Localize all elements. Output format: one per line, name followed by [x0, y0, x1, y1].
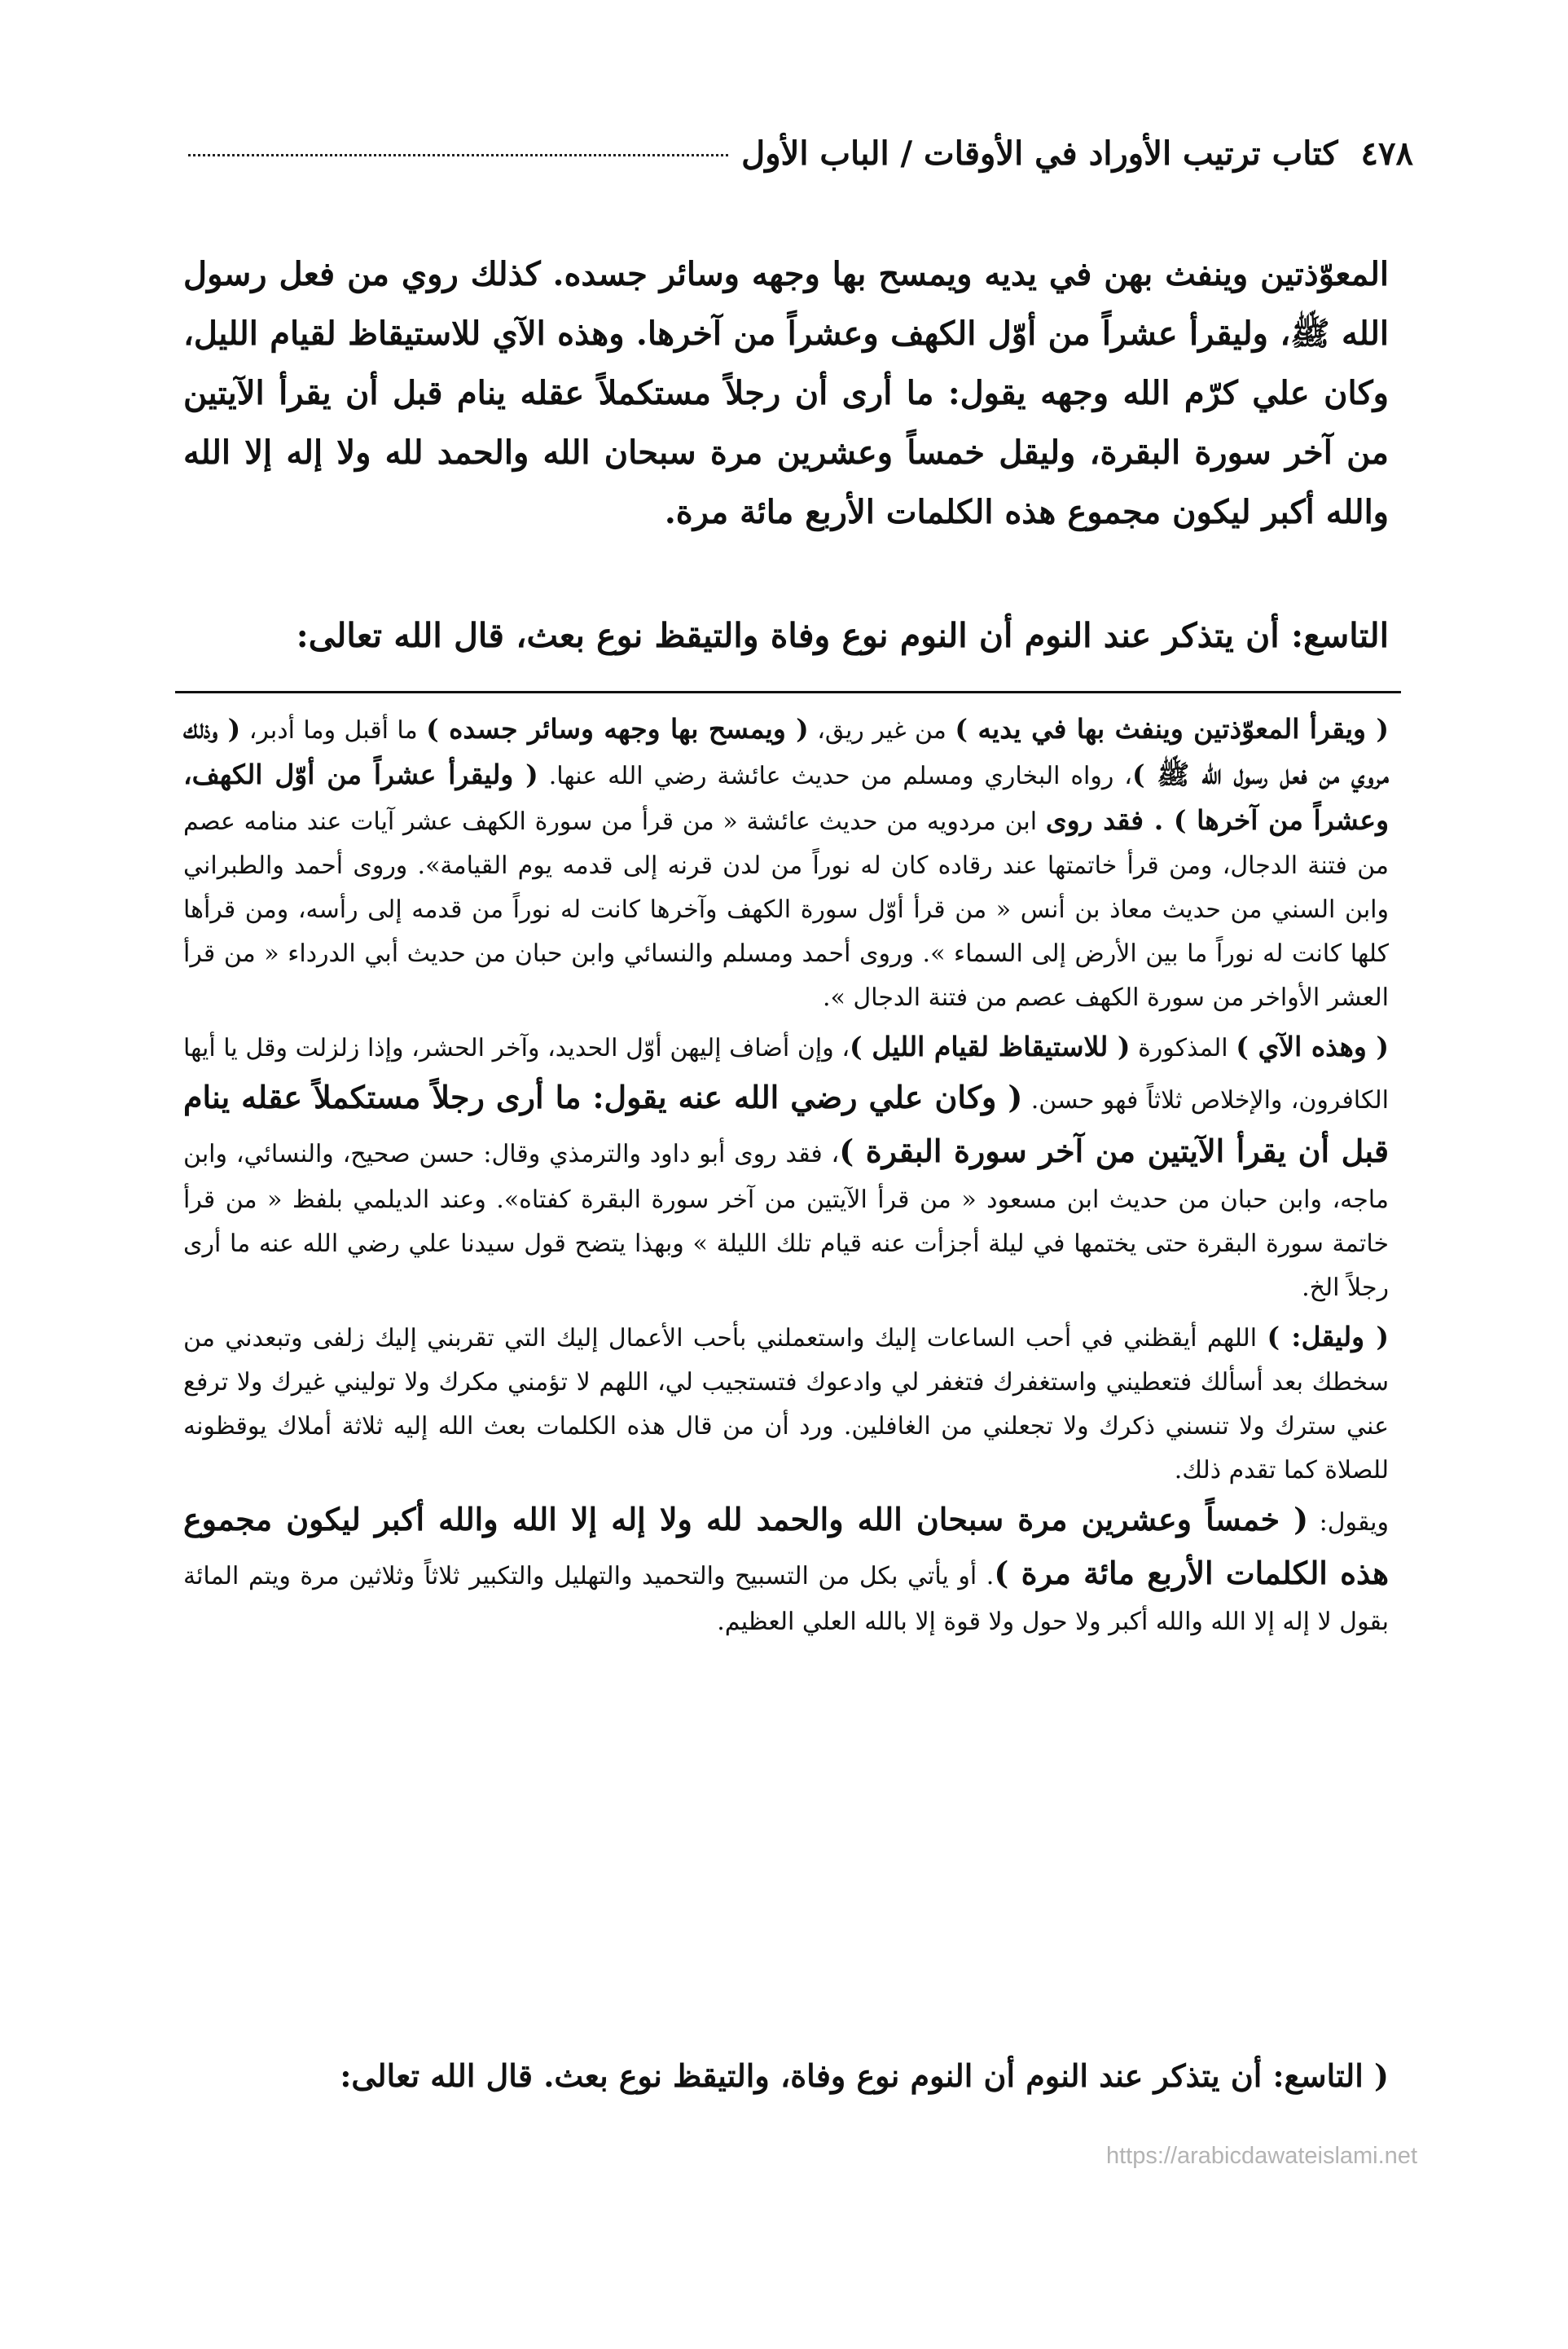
main-text: المعوّذتين وينفث بهن في يديه ويمسح بها وجهه وسائر جسده. كذلك روي من فعل رسول الله ﷺ، وليقرأ عشراً من أوّل الكهف وعشراً من آخرها. وهذه الآي للاستيقاظ لقيام الليل، وكان علي كرّم الله وجهه يقول: ما أرى أن رجلاً مستكملاً عقله ينام قبل أن يقرأ الآيتين من آخر سورة البقرة، وليقل خمساً وعشرين مرة سبحان الله والحمد لله ولا إله إلا الله والله أكبر ليكون مجموع هذه الكلمات الأربع مائة مرة. — [183, 255, 1389, 531]
commentary-text: من غير ريق، — [808, 716, 955, 745]
quoted-matn: ( وليقل: ) — [1267, 1321, 1389, 1353]
commentary-text: ويقول: — [1308, 1508, 1390, 1537]
footnote-divider — [175, 691, 1401, 693]
commentary-paragraph — [183, 1315, 1389, 1493]
commentary — [183, 707, 1389, 1644]
commentary-text: اللهم أيقظني في أحب الساعات إليك واستعملني بأحب الأعمال إليك التي تقربني إليك زلفى وتبعدني من سخطك بعد أسألك فتعطيني واستغفرك فتغفر لي وادعوك فتستجيب لي، اللهم لا تؤمني مكرك ولا توليني غيرك ولا ترفع عني سترك ولا تنسني ذكرك ولا تجعلني من الغافلين. ورد أن من قال هذه الكلمات بعث الله إليه ثلاثة أملاك يوقظونه للصلاة كما تقدم ذلك. — [183, 1324, 1389, 1485]
commentary-text: ابن مردويه من حديث عائشة « من قرأ من سورة الكهف عشر آيات عند منامه عصم من فتنة الدجال، ومن قرأ خاتمتها عند رقاده كان له نوراً من لدن قرنه إلى قدمه يوم القيامة». وروى أحمد والطبراني وابن السني من حديث معاذ بن أنس « من قرأ أوّل سورة الكهف وآخرها كانت له نوراً من قدمه إلى رأسه، ومن قرأها كلها كانت له نوراً ما بين الأرض إلى السماء ». وروى أحمد ومسلم والنسائي وابن حبان من حديث أبي الدرداء « من قرأ العشر الأواخر من سورة الكهف عصم من فتنة الدجال ». — [183, 807, 1389, 1012]
header-dotted-leader — [188, 154, 728, 156]
quoted-matn: ( ويقرأ المعوّذتين وينفث بها في يديه ) — [955, 713, 1389, 745]
commentary-paragraph — [183, 1025, 1389, 1310]
quoted-matn: ( وهذه الآي ) — [1236, 1031, 1389, 1062]
page-number: ٤٧٨ — [1360, 134, 1413, 173]
commentary-paragraph — [183, 1493, 1389, 1644]
ninth-point-commentary-heading: ( التاسع: أن يتذكر عند النوم أن النوم نوع وفاة، والتيقظ نوع بعث. قال الله تعالى: — [340, 2057, 1389, 2094]
ninth-point-heading — [183, 607, 1389, 664]
commentary-text: ، وإن أضاف إليهن أوّل الحديد، وآخر الحشر، وإذا زلزلت وقل يا أيها الكافرون، والإخلاص ثلاثاً فهو حسن. — [183, 1034, 1389, 1115]
quoted-matn: ( وليقرأ عشراً من أوّل الكهف، وعشراً من آخرها ) . فقد روى — [183, 759, 1390, 836]
commentary-text: . أو يأتي بكل من التسبيح والتحميد والتهليل والتكبير ثلاثاً وثلاثين مرة ويتم المائة بقول لا إله إلا الله والله أكبر ولا حول ولا قوة إلا بالله العلي العظيم. — [183, 1562, 1389, 1636]
ninth-point-text: أن يتذكر عند النوم أن النوم نوع وفاة والتيقظ نوع بعث، قال الله تعالى: — [296, 616, 1291, 655]
watermark-url: https://arabicdawateislami.net — [1105, 2143, 1417, 2169]
page-header — [175, 134, 1413, 191]
commentary-text: ما أقبل وما أدبر، — [240, 716, 427, 745]
quoted-matn: ( ويمسح بها وجهه وسائر جسده ) — [426, 713, 809, 745]
commentary-text: ، فقد روى أبو داود والترمذي وقال: حسن صحيح، والنسائي، وابن ماجه، وابن حبان من حديث ابن مسعود « من قرأ الآيتين من آخر سورة البقرة كفتاه». وعند الديلمي بلفظ « من قرأ خاتمة سورة البقرة حتى يختمها في ليلة أجزأت عنه قيام تلك الليلة » وبهذا يتضح قول سيدنا علي رضي الله عنه ما أرى رجلاً الخ. — [183, 1140, 1390, 1302]
commentary-text: المذكورة — [1130, 1034, 1236, 1062]
running-title: كتاب ترتيب الأوراد في الأوقات / الباب الأول — [741, 134, 1338, 173]
quoted-matn-large: ( وكان علي رضي الله عنه يقول: ما أرى رجلاً مستكملاً عقله ينام قبل أن يقرأ الآيتين من آخر سورة البقرة ) — [183, 1079, 1390, 1169]
ninth-point-keyword: التاسع: — [1290, 616, 1389, 655]
commentary-paragraph — [183, 707, 1389, 1020]
commentary-text: ، رواه البخاري ومسلم من حديث عائشة رضي الله عنها. — [538, 762, 1132, 790]
quoted-matn: ( للاستيقاظ لقيام الليل ) — [850, 1031, 1131, 1062]
quoted-matn: ( وذلك مروي من فعل رسول الله ﷺ ) — [183, 713, 1390, 790]
quoted-matn-large: ( خمساً وعشرين مرة سبحان الله والحمد لله ولا إله إلا الله والله أكبر ليكون مجموع هذه الكلمات الأربع مائة مرة ) — [183, 1501, 1389, 1591]
